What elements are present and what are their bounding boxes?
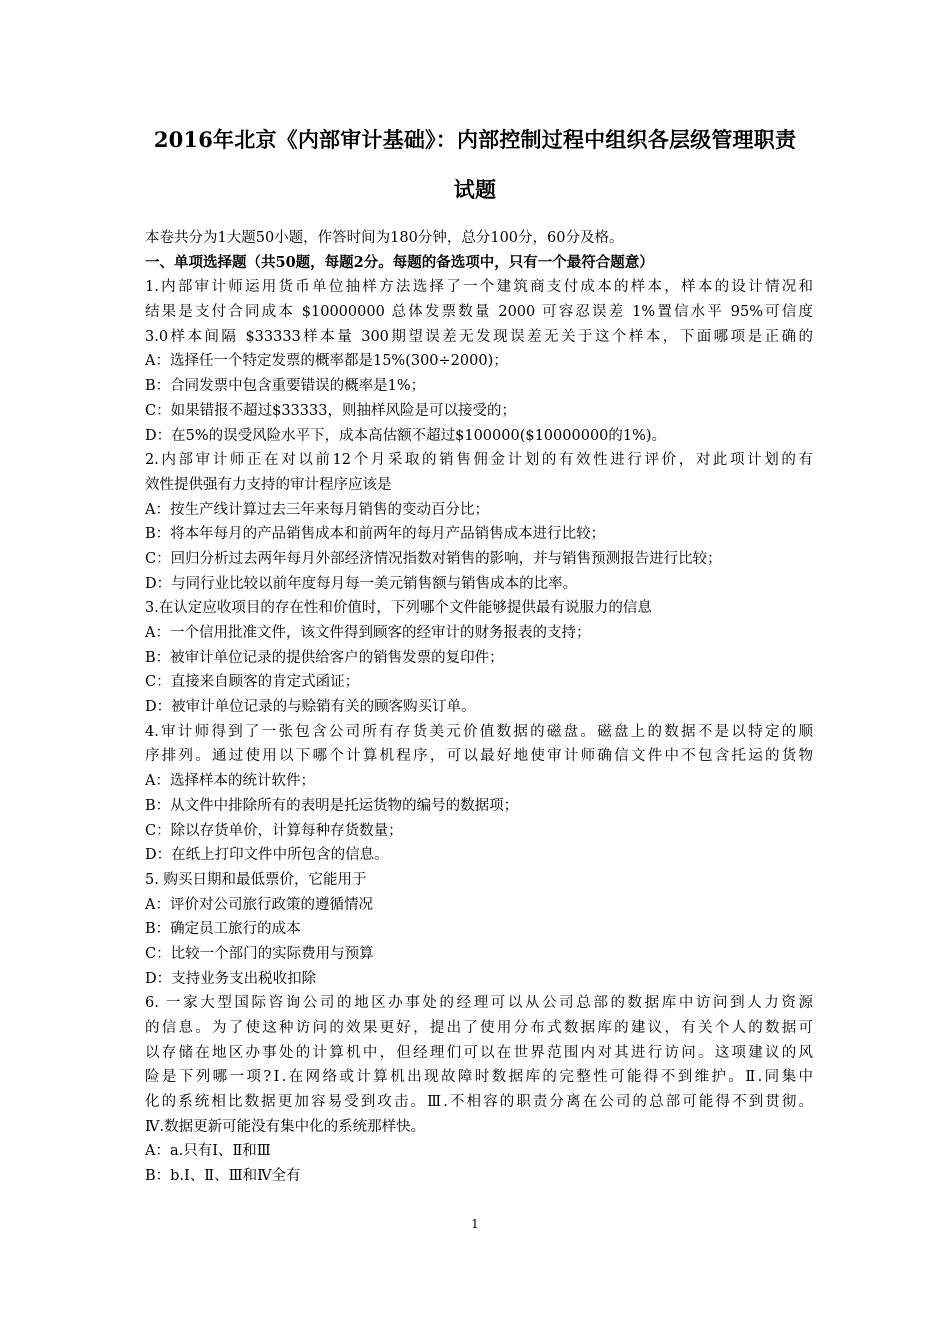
question-3-option-b: B：被审计单位记录的提供给客户的销售发票的复印件； — [145, 649, 504, 666]
page-number: 1 — [471, 1217, 479, 1231]
question-4-option-a: A：选择样本的统计软件； — [145, 773, 315, 790]
question-6-line-2: 的信息。为了使这种访问的效果更好，提出了使用分布式数据库的建议，有关个人的数据可 — [145, 1020, 813, 1036]
question-5-line-1: 5. 购买日期和最低票价，它能用于 — [145, 871, 367, 888]
question-6-option-b: B：b.Ⅰ、Ⅱ、Ⅲ和Ⅳ全有 — [145, 1168, 301, 1185]
question-2-option-b: B：将本年每月的产品销售成本和前两年的每月产品销售成本进行比较； — [145, 526, 606, 543]
question-1-option-d: D：在5%的误受风险水平下，成本高估额不超过$100000($10000000的1%)。 — [145, 427, 667, 444]
question-4-option-b: B：从文件中排除所有的表明是托运货物的编号的数据项； — [145, 797, 519, 814]
question-3-line-1: 3.在认定应收项目的存在性和价值时，下列哪个文件能够提供最有说服力的信息 — [145, 600, 652, 617]
question-3-option-a: A：一个信用批准文件，该文件得到顾客的经审计的财务报表的支持； — [145, 625, 591, 641]
question-6-line-5: 化的系统相比数据更加容易受到攻击。Ⅲ.不相容的职责分离在公司的总部可能得不到贯彻。 — [145, 1094, 813, 1111]
question-1-line-1: 1.内部审计师运用货币单位抽样方法选择了一个建筑商支付成本的样本，样本的设计情况和 — [145, 279, 813, 296]
question-4-line-1: 4.审计师得到了一张包含公司所有存货美元价值数据的磁盘。磁盘上的数据不是以特定的顺 — [145, 723, 813, 740]
document-title-line-2: 试题 — [453, 177, 497, 202]
question-5-option-c: C：比较一个部门的实际费用与预算 — [145, 945, 374, 962]
question-6-line-3: 以存储在地区办事处的计算机中，但经理们可以在世界范围内对其进行访问。这项建议的风 — [145, 1044, 813, 1061]
question-2-option-c: C：回归分析过去两年每月外部经济情况指数对销售的影响，并与销售预测报告进行比较； — [145, 550, 722, 567]
question-4-line-2: 序排列。通过使用以下哪个计算机程序，可以最好地使审计师确信文件中不包含托运的货物 — [145, 748, 813, 765]
question-4-option-d: D：在纸上打印文件中所包含的信息。 — [145, 847, 389, 864]
question-6-option-a: A：a.只有Ⅰ、Ⅱ和Ⅲ — [145, 1143, 271, 1160]
question-1-option-c: C：如果错报不超过$33333，则抽样风险是可以接受的； — [145, 402, 516, 419]
question-6-line-6: Ⅳ.数据更新可能没有集中化的系统那样快。 — [145, 1118, 426, 1135]
question-1-option-a: A：选择任一个特定发票的概率都是15%(300÷2000)； — [145, 353, 508, 370]
exam-intro: 本卷共分为1大题50小题，作答时间为180分钟，总分100分，60分及格。 — [145, 230, 624, 246]
question-2-line-1: 2.内部审计师正在对以前12个月采取的销售佣金计划的有效性进行评价，对此项计划的有 — [145, 452, 813, 469]
question-3-option-d: D：被审计单位记录的与赊销有关的顾客购买订单。 — [145, 699, 476, 716]
question-3-option-c: C：直接来自顾客的肯定式函证； — [145, 674, 360, 691]
question-5-option-d: D：支持业务支出税收扣除 — [145, 970, 317, 987]
question-1-line-3: 3.0样本间隔 $33333样本量 300期望误差无发现误差无关于这个样本，下面哪项是正确的 — [145, 328, 813, 345]
question-6-line-4: 险是下列哪一项?Ⅰ.在网络或计算机出现故障时数据库的完整性可能得不到维护。Ⅱ.同集中 — [145, 1069, 813, 1086]
question-2-option-a: A：按生产线计算过去三年来每月销售的变动百分比； — [145, 501, 489, 518]
question-4-option-c: C：除以存货单价，计算每种存货数量； — [145, 822, 403, 839]
question-2-line-2: 效性提供强有力支持的审计程序应该是 — [145, 476, 392, 493]
question-5-option-a: A：评价对公司旅行政策的遵循情况 — [145, 896, 373, 913]
question-1-option-b: B：合同发票中包含重要错误的概率是1%； — [145, 378, 426, 395]
question-2-option-d: D：与同行业比较以前年度每月每一美元销售额与销售成本的比率。 — [145, 575, 578, 592]
question-5-option-b: B：确定员工旅行的成本 — [145, 921, 301, 938]
question-1-line-2: 结果是支付合同成本 $10000000 总体发票数量 2000 可容忍误差 1%置信水平 95%可信度 — [145, 304, 813, 321]
document-title-line-1: 2016年北京《内部审计基础》：内部控制过程中组织各层级管理职责 — [153, 127, 797, 152]
question-6-line-1: 6. 一家大型国际咨询公司的地区办事处的经理可以从公司总部的数据库中访问到人力资源 — [145, 995, 813, 1012]
section-heading: 一、单项选择题（共50题，每题2分。每题的备选项中，只有一个最符合题意） — [145, 253, 654, 271]
document-body — [145, 226, 813, 1189]
